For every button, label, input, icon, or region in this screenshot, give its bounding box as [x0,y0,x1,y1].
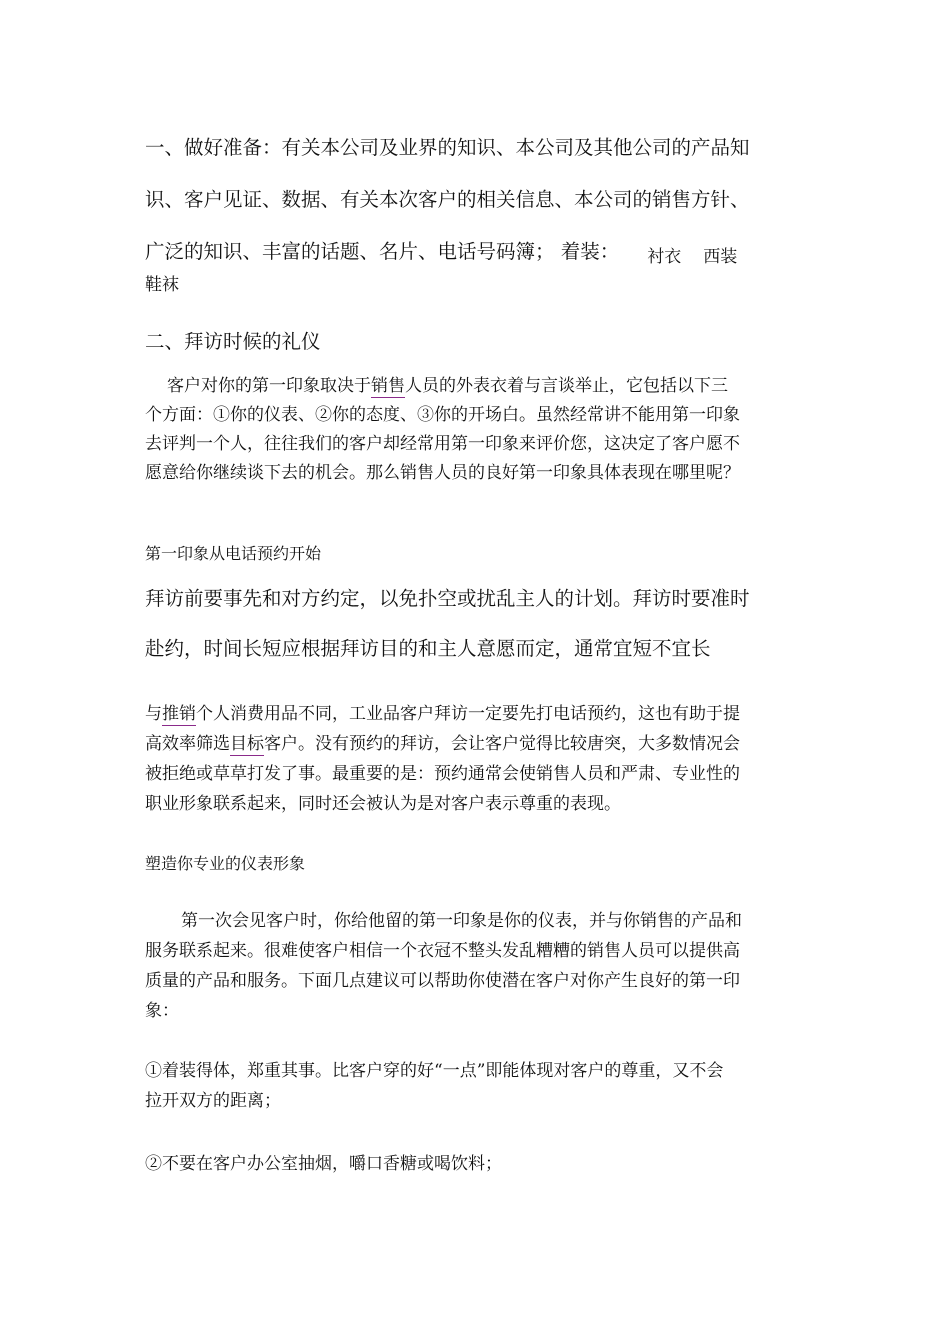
phone-line-1-pre: 与 [145,704,162,724]
etiquette-line-1 [145,372,815,401]
etiquette-line-4: 愿意给你继续谈下去的机会。那么销售人员的良好第一印象具体表现在哪里呢？ [145,463,740,483]
phone-line-2-post: 客户。没有预约的拜访，会让客户觉得比较唐突，大多数情况会 [264,734,740,754]
etiquette-line-1-pre: 客户对你的第一印象取决于 [167,376,371,396]
attire-shirt: 衬衣 [647,247,682,267]
attire-shoes: 鞋袜 [145,275,179,295]
etiquette-paragraph [145,372,815,488]
phone-paragraph [145,699,815,819]
section-etiquette-heading: 二、拜访时候的礼仪 [145,330,321,353]
phone-big-line-2: 赴约，时间长短应根据拜访目的和主人意愿而定，通常宜短不宜长 [145,637,711,660]
prepare-line-1: 一、做好准备：有关本公司及业界的知识、本公司及其他公司的产品知 [145,136,750,159]
etiquette-line-3: 去评判一个人，往往我们的客户却经常用第一印象来评价您，这决定了客户愿不 [145,434,740,454]
attire-suit: 西装 [703,247,738,267]
appearance-line-2: 服务联系起来。很难使客户相信一个衣冠不整头发乱糟糟的销售人员可以提供高 [145,941,740,961]
phone-line-2 [145,729,815,759]
section-prepare [145,122,815,279]
tip-2: ②不要在客户办公室抽烟，嚼口香糖或喝饮料； [145,1154,502,1174]
sales-link[interactable]: 销售 [371,376,405,396]
appearance-line-1: 第一次会见客户时，你给他留的第一印象是你的仪表，并与你销售的产品和 [181,911,742,931]
phone-line-4: 职业形象联系起来，同时还会被认为是对客户表示尊重的表现。 [145,794,621,814]
phone-line-1 [145,699,815,729]
tip-1-line-2: 拉开双方的距离； [145,1091,281,1111]
appearance-line-3: 质量的产品和服务。下面几点建议可以帮助你使潜在客户对你产生良好的第一印 [145,971,740,991]
phone-subheading: 第一印象从电话预约开始 [145,544,322,563]
etiquette-line-1-post: 人员的外表衣着与言谈举止，它包括以下三 [405,376,728,396]
phone-line-3: 被拒绝或草草打发了事。最重要的是：预约通常会使销售人员和严肃、专业性的 [145,764,740,784]
etiquette-line-2: 个方面：①你的仪表、②你的态度、③你的开场白。虽然经常讲不能用第一印象 [145,405,740,425]
appearance-subheading: 塑造你专业的仪表形象 [145,854,306,873]
prepare-line-3-text: 广泛的知识、丰富的话题、名片、电话号码簿； 着装： [145,240,620,263]
target-link[interactable]: 目标 [230,734,264,754]
phone-big-text [145,574,815,674]
phone-line-2-pre: 高效率筛选 [145,734,230,754]
promotion-link[interactable]: 推销 [162,704,196,724]
prepare-line-2: 识、客户见证、数据、有关本次客户的相关信息、本公司的销售方针、 [145,188,750,211]
tip-1 [145,1056,815,1116]
tip-1-line-1: ①着装得体，郑重其事。比客户穿的好“一点”即能体现对客户的尊重，又不会 [145,1061,724,1081]
phone-big-line-1: 拜访前要事先和对方约定，以免扑空或扰乱主人的计划。拜访时要准时 [145,587,750,610]
appearance-line-4: 象： [145,1001,179,1021]
appearance-paragraph [145,906,815,1026]
phone-line-1-post: 个人消费用品不同，工业品客户拜访一定要先打电话预约，这也有助于提 [196,704,740,724]
